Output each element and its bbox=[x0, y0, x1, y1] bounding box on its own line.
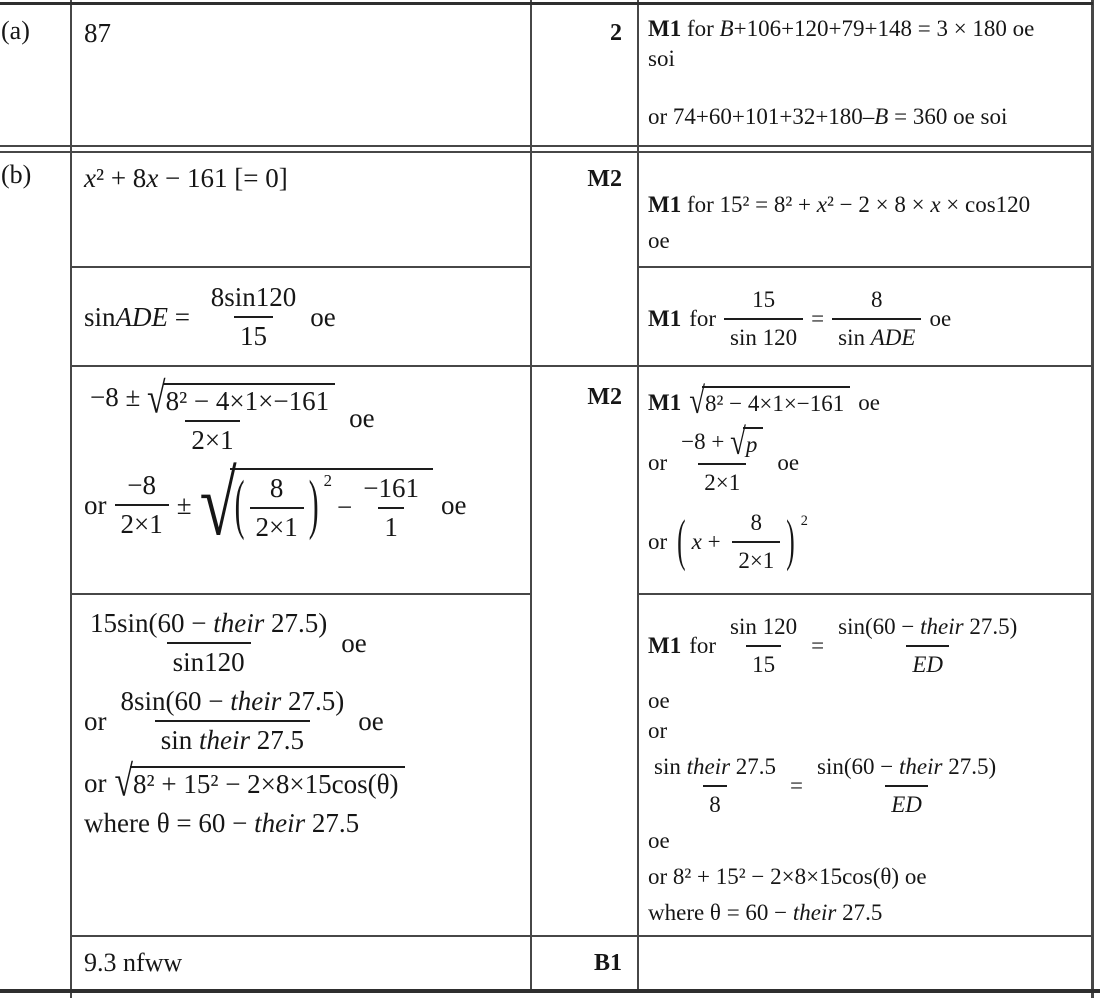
numerator: sin 120 bbox=[730, 614, 798, 639]
math-var: x bbox=[84, 163, 96, 193]
fraction bbox=[115, 470, 169, 540]
denominator: 15 bbox=[746, 645, 781, 680]
math-var: x bbox=[816, 192, 827, 217]
math-line bbox=[648, 380, 1092, 423]
mark-a: 2 bbox=[610, 20, 622, 46]
math-text: = bbox=[811, 633, 825, 658]
table-border bbox=[0, 989, 1100, 993]
math-text: = bbox=[811, 306, 825, 331]
comment-line: oe bbox=[648, 688, 670, 713]
math-text: oe bbox=[858, 389, 880, 415]
answer-b-sinade bbox=[84, 282, 336, 352]
math-text: oe bbox=[310, 301, 336, 332]
numerator: −161 bbox=[363, 472, 419, 503]
math-var: x bbox=[146, 163, 159, 193]
sqrt-sign: √ bbox=[147, 374, 166, 423]
sqrt-radicand: 8² − 4×1×−161 bbox=[163, 383, 336, 417]
math-line bbox=[648, 752, 1092, 820]
comment-line: M1 for B+106+120+79+148 = 3 × 180 oe bbox=[648, 16, 1035, 41]
math-line bbox=[648, 285, 1092, 353]
math-var: x bbox=[691, 529, 702, 555]
table-border bbox=[637, 0, 639, 992]
answer-b-final: 9.3 nfww bbox=[84, 948, 183, 977]
paren-open: ( bbox=[234, 469, 245, 542]
denominator: 2×1 bbox=[185, 420, 239, 456]
mark-code: M1 bbox=[648, 192, 682, 217]
numerator: −8 ± √ 8² − 4×1×−161 bbox=[84, 382, 341, 420]
fraction bbox=[84, 608, 333, 678]
math-text: oe bbox=[349, 403, 375, 434]
comment-line: oe bbox=[648, 228, 670, 253]
table-border bbox=[72, 266, 530, 268]
numerator: 8sin(60 − their 27.5) bbox=[120, 686, 345, 716]
fraction bbox=[648, 752, 782, 820]
math-text: or bbox=[84, 489, 107, 520]
math-line bbox=[84, 453, 467, 555]
comment-b-ed bbox=[648, 612, 1092, 928]
math-var: ADE bbox=[870, 325, 916, 350]
fraction bbox=[832, 285, 921, 353]
math-text: or bbox=[648, 449, 668, 475]
table-border bbox=[0, 2, 1093, 5]
comment-a bbox=[648, 14, 1090, 132]
math-text: for bbox=[689, 633, 717, 658]
answer-b-formula bbox=[84, 374, 467, 555]
sqrt-sign: √ bbox=[114, 757, 134, 807]
math-var: B bbox=[719, 16, 734, 41]
math-text: for bbox=[689, 306, 717, 331]
math-line bbox=[84, 608, 405, 678]
denominator: sin ADE bbox=[832, 318, 921, 353]
math-line bbox=[84, 374, 466, 456]
mark-code: M1 bbox=[648, 16, 682, 41]
math-line bbox=[648, 508, 1092, 576]
mark-code: M1 bbox=[648, 633, 682, 658]
paren-close: ) bbox=[308, 469, 319, 542]
table-border bbox=[530, 0, 532, 992]
denominator: 2×1 bbox=[732, 541, 780, 576]
math-text: or bbox=[84, 705, 107, 736]
math-line bbox=[84, 282, 336, 352]
math-text: − bbox=[337, 492, 353, 523]
denominator: 15 bbox=[234, 316, 273, 352]
fraction bbox=[115, 686, 351, 756]
denominator: 2×1 bbox=[115, 504, 169, 540]
numerator: 15 bbox=[752, 287, 776, 312]
table-border bbox=[0, 151, 1093, 153]
math-text: oe bbox=[358, 705, 384, 736]
denominator: sin 120 bbox=[724, 318, 803, 353]
sqrt-radicand: 8² − 4×1×−161 bbox=[702, 386, 850, 419]
math-var: x bbox=[930, 192, 941, 217]
numerator: 8 bbox=[871, 287, 883, 312]
mark-b-final: B1 bbox=[593, 950, 622, 976]
math-var: their bbox=[199, 725, 250, 755]
math-text: = bbox=[790, 773, 804, 798]
table-border bbox=[72, 593, 530, 595]
math-var: their bbox=[230, 686, 282, 716]
part-label-b: (b) bbox=[1, 160, 32, 189]
spacer bbox=[648, 74, 1090, 102]
numerator: −8 bbox=[127, 470, 156, 501]
numerator: 8 bbox=[269, 472, 284, 503]
comment-line: or bbox=[648, 718, 668, 743]
math-text: or bbox=[648, 529, 668, 555]
mark-b-rows12: M2 bbox=[587, 166, 622, 192]
part-label-a: (a) bbox=[1, 16, 30, 45]
sqrt-radicand bbox=[230, 468, 433, 543]
sqrt-sign: √ bbox=[199, 453, 237, 555]
math-text: sinADE = bbox=[84, 301, 197, 332]
numerator: 8sin120 bbox=[210, 282, 297, 312]
table-border bbox=[0, 145, 1093, 147]
math-var: ED bbox=[912, 652, 944, 677]
paren-open: ( bbox=[677, 509, 686, 573]
numerator: 15sin(60 − their 27.5) bbox=[90, 608, 328, 638]
fraction bbox=[205, 282, 303, 352]
sqrt-radical bbox=[147, 374, 335, 423]
comment-line: or 8² + 15² − 2×8×15cos(θ) oe bbox=[648, 864, 927, 889]
table-border bbox=[72, 935, 1093, 937]
math-text: oe bbox=[440, 489, 467, 520]
fraction bbox=[724, 612, 803, 680]
table-border bbox=[639, 593, 1093, 595]
mark-code: M1 bbox=[648, 389, 682, 415]
math-var: their bbox=[899, 754, 943, 779]
math-text: oe bbox=[341, 627, 367, 658]
superscript-2: 2 bbox=[800, 513, 808, 530]
fraction bbox=[811, 752, 1002, 820]
denominator: 2×1 bbox=[250, 507, 304, 543]
comment-line: oe bbox=[648, 828, 670, 853]
fraction bbox=[832, 612, 1023, 680]
sqrt-sign: √ bbox=[689, 380, 705, 423]
sqrt-sign: √ bbox=[730, 422, 746, 464]
fraction bbox=[675, 422, 769, 498]
sqrt-radical bbox=[730, 422, 763, 464]
fraction bbox=[732, 508, 780, 576]
denominator bbox=[885, 785, 928, 820]
math-text: oe bbox=[929, 306, 952, 331]
fraction bbox=[250, 473, 304, 543]
sqrt-radicand: 8² + 15² − 2×8×15cos(θ) bbox=[130, 766, 405, 800]
math-var: their bbox=[213, 608, 265, 638]
fraction bbox=[724, 285, 803, 353]
denominator: sin120 bbox=[167, 642, 251, 678]
math-var: their bbox=[254, 808, 306, 838]
numerator: sin(60 − their 27.5) bbox=[838, 614, 1018, 639]
math-var: p bbox=[745, 432, 758, 458]
numerator: sin their 27.5 bbox=[654, 754, 777, 779]
comment-line: soi bbox=[648, 46, 675, 71]
table-border bbox=[639, 266, 1093, 268]
denominator: 1 bbox=[378, 507, 404, 543]
math-text: ± bbox=[176, 489, 192, 520]
answer-b-quadratic: x² + 8x − 161 [= 0] bbox=[84, 163, 288, 193]
answer-b-ed bbox=[84, 608, 405, 839]
sqrt-radical bbox=[199, 453, 433, 555]
paren-close: ) bbox=[786, 509, 795, 573]
math-var: their bbox=[792, 900, 837, 925]
mark-code: M1 bbox=[648, 306, 682, 331]
denominator bbox=[906, 645, 949, 680]
table-border bbox=[70, 0, 72, 998]
math-var: their bbox=[686, 754, 731, 779]
math-line bbox=[84, 686, 405, 756]
math-var: B bbox=[874, 104, 889, 129]
math-line bbox=[648, 422, 1092, 498]
comment-line: or 74+60+101+32+180–B = 360 oe soi bbox=[648, 104, 1008, 129]
math-text: x + bbox=[691, 529, 727, 555]
math-line bbox=[234, 469, 425, 543]
math-line bbox=[648, 612, 1092, 680]
math-text: oe bbox=[777, 449, 800, 475]
denominator: 8 bbox=[703, 785, 727, 820]
mark-b-rows34: M2 bbox=[587, 384, 622, 410]
math-var: ED bbox=[891, 792, 922, 817]
comment-line: M1 for 15² = 8² + x² − 2 × 8 × x × cos120 bbox=[648, 192, 1031, 217]
answer-a: 87 bbox=[84, 18, 111, 48]
comment-line: where θ = 60 − their 27.5 bbox=[648, 900, 883, 925]
math-var: ADE bbox=[115, 301, 168, 332]
math-line bbox=[84, 757, 405, 807]
denominator: 2×1 bbox=[698, 463, 746, 498]
sqrt-radical bbox=[689, 380, 850, 423]
superscript-2: 2 bbox=[323, 470, 332, 490]
numerator: sin(60 − their 27.5) bbox=[817, 754, 997, 779]
comment-b-formula bbox=[648, 380, 1092, 576]
math-text: or bbox=[84, 767, 107, 798]
numerator: −8 + √ p bbox=[675, 427, 769, 463]
numerator: 8 bbox=[750, 510, 763, 536]
denominator: sin their 27.5 bbox=[155, 720, 310, 756]
fraction bbox=[357, 473, 425, 543]
table-border bbox=[72, 365, 1093, 367]
math-var: their bbox=[920, 614, 964, 639]
math-line: where θ = 60 − their 27.5 bbox=[84, 808, 360, 838]
sqrt-radical bbox=[114, 757, 405, 807]
fraction bbox=[84, 374, 341, 456]
comment-b-sinade bbox=[648, 285, 1092, 353]
comment-b-cosine-rule bbox=[648, 190, 1092, 256]
